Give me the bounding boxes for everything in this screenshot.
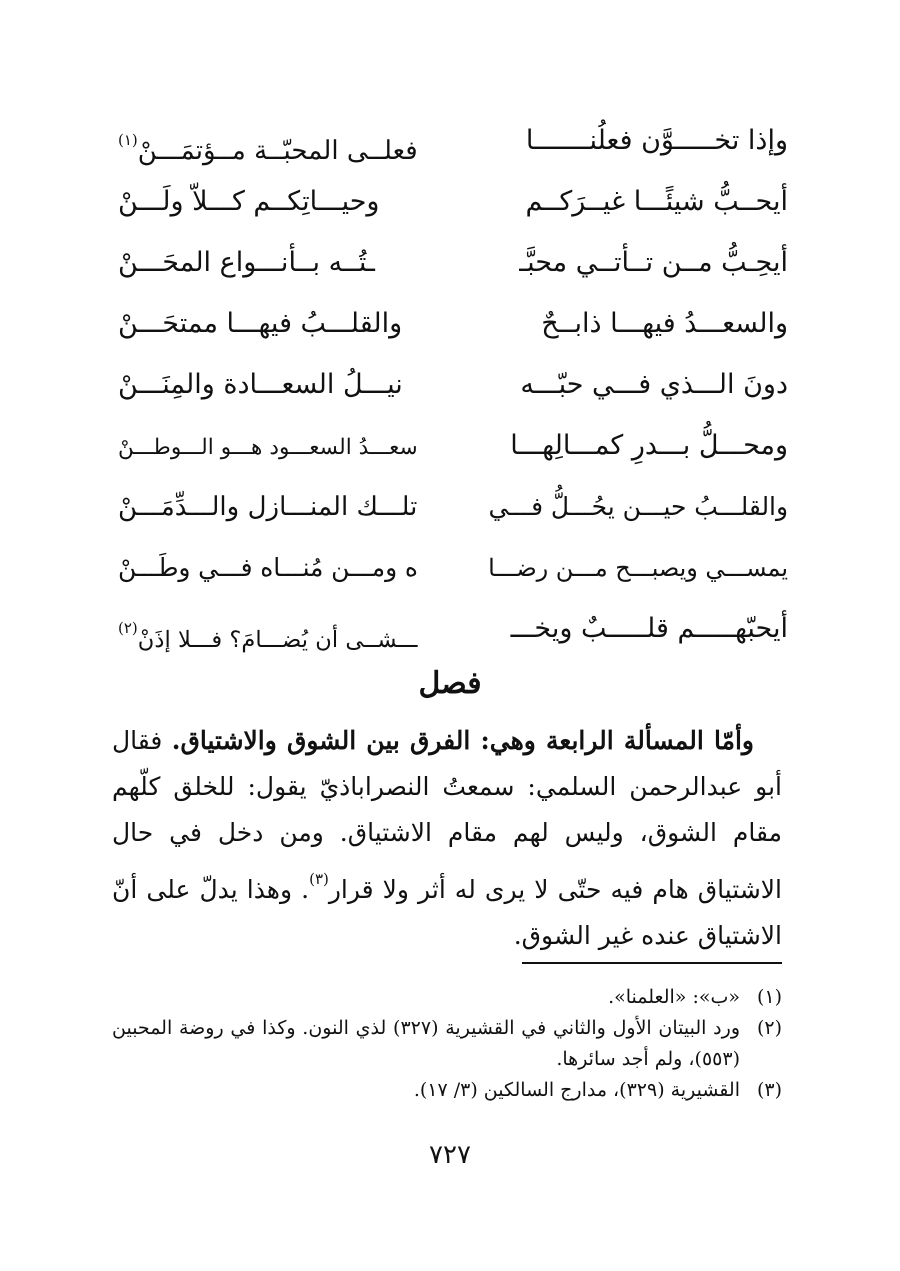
verse-second-hemistich: فعلــى المحبّــة مــؤتمَـــنْ$^{(١)}$ [118, 131, 418, 166]
footnote-marker: (١) [118, 131, 138, 149]
paragraph-lead: وأمّا المسألة الرابعة وهي: الفرق بين الشوق والاشتياق. [171, 726, 754, 755]
verse-second-hemistich: سعـــدُ السعـــود هـــو الـــوطـــنْ [118, 435, 418, 460]
verse-first-hemistich: وإذا تخـــــوَّن فعلُنـــــــا [525, 125, 788, 156]
footnote-text: «ب»: «العلمنا». [608, 986, 740, 1008]
verse-first-hemistich: أيحِـبُّ مــن تــأتــي محبَّـ [519, 247, 788, 278]
paragraph-text: فقال أبو عبدالرحمن السلمي: سمعتُ النصراباذيّ يقول: للخلق كلّهم مقام الشوق، وليس لهم مقام الاشتياق. ومن دخل في حال الاشتياق هام فيه حتّى لا يرى له أثر ولا قرار [112, 726, 782, 904]
footnote-divider [522, 962, 782, 964]
poem-verse [118, 293, 788, 354]
poem-verse [118, 476, 788, 537]
poem-verse [118, 537, 788, 598]
verse-first-hemistich: أيحبّهـــــم قلـــــبٌ ويخـــ [510, 613, 788, 644]
poem-verse [118, 171, 788, 232]
verse-first-hemistich: والسعـــدُ فيهـــا ذابــحٌ [541, 308, 788, 339]
poem-verse [118, 232, 788, 293]
poem [118, 110, 788, 659]
verse-second-hemistich: ـــشــى أن يُضـــامَ؟ فـــلا إذَنْ$^{(٢)}$ [118, 619, 418, 653]
verse-second-hemistich: ه ومـــن مُنـــاه فـــي وطَـــنْ [118, 553, 418, 582]
page-number: ٧٢٧ [429, 1140, 471, 1170]
footnote-marker: (٣) [309, 870, 329, 888]
verse-first-hemistich: يمســـي ويصبـــح مـــن رضـــا [488, 554, 788, 582]
verse-first-hemistich: دونَ الـــذي فـــي حبّـــه [520, 369, 788, 400]
footnote-marker: (٢) [118, 619, 138, 637]
footnote-text: القشيرية (٣٢٩)، مدارج السالكين (٣/ ١٧). [413, 1079, 740, 1101]
poem-verse [118, 415, 788, 476]
verse-second-hemistich: وحيـــاتِكــم كـــلاّ ولَـــنْ [118, 186, 380, 217]
verse-first-hemistich: ومحـــلُّ بـــدرِ كمـــالِهـــا [510, 430, 788, 461]
footnote [112, 1075, 782, 1106]
verse-second-hemistich: ـتُــه بــأنـــواع المحَـــنْ [118, 247, 375, 278]
poem-verse [118, 598, 788, 659]
paragraph-text: . وهذا يدلّ على أنّ الاشتياق عنده غير الشوق. [112, 875, 782, 950]
body-paragraph [112, 718, 782, 959]
footnote-number: (٣) [756, 1079, 782, 1101]
poem-verse [118, 110, 788, 171]
footnote [112, 1013, 782, 1075]
footnote-number: (٢) [756, 1017, 782, 1039]
footnote [112, 982, 782, 1013]
verse-second-hemistich: نيـــلُ السعـــادة والمِنَـــنْ [118, 369, 403, 400]
footnotes [112, 982, 782, 1106]
footnote-number: (١) [756, 986, 782, 1008]
poem-verse [118, 354, 788, 415]
verse-first-hemistich: والقلـــبُ حيـــن يحُـــلُّ فـــي [488, 492, 788, 521]
verse-second-hemistich: والقلـــبُ فيهـــا ممتحَـــنْ [118, 308, 403, 339]
verse-first-hemistich: أيحــبُّ شيئًـــا غيــرَكــم [525, 186, 788, 217]
verse-second-hemistich: تلـــك المنـــازل والـــدِّمَـــنْ [118, 492, 418, 522]
section-heading: فصل [418, 666, 482, 701]
footnote-text: ورد البيتان الأول والثاني في القشيرية (٣٢٧) لذي النون. وكذا في روضة المحبين (٥٥٣)، ولم أجد سائرها. [112, 1017, 740, 1070]
